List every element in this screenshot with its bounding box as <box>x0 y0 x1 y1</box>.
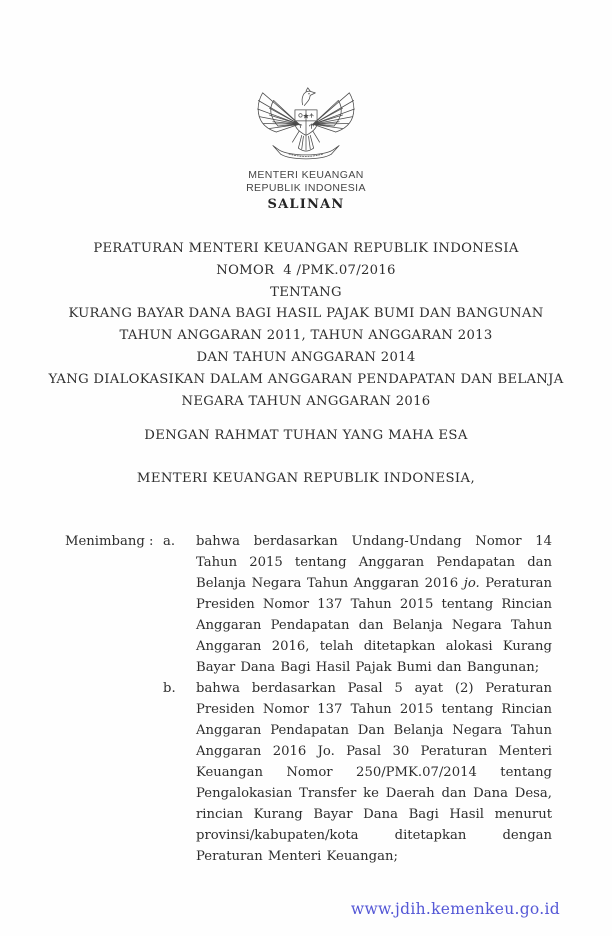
garuda-pancasila-emblem <box>255 86 357 166</box>
title-line-tentang: TENTANG <box>270 284 342 300</box>
title-line-subject-3: DAN TAHUN ANGGARAN 2014 <box>196 349 416 365</box>
consideration-text-a-post: Peraturan Presiden Nomor 137 Tahun 2015 tentang Rincian Anggaran Pendapatan dan Belanja Negara Tahun Anggaran 2016, telah ditetapkan alokasi Kurang Bayar Dana Bagi Hasil Pajak Bumi dan Bangunan; <box>196 576 552 675</box>
consideration-text-a-italic: jo. <box>463 576 480 591</box>
ministry-name-line1: MENTERI KEUANGAN <box>248 169 364 181</box>
considerations-label: Menimbang <box>65 534 145 549</box>
title-line-number: NOMOR 4 /PMK.07/2016 <box>216 262 396 278</box>
consideration-text-a <box>196 531 552 678</box>
considerations-section <box>65 531 552 867</box>
consideration-marker-a: a. <box>163 534 176 549</box>
consideration-marker-b: b. <box>163 681 176 696</box>
ministry-name-line2: REPUBLIK INDONESIA <box>246 181 366 194</box>
title-line-regulation: PERATURAN MENTERI KEUANGAN REPUBLIK INDONESIA <box>93 241 519 256</box>
authority-line: MENTERI KEUANGAN REPUBLIK INDONESIA, <box>136 471 476 486</box>
considerations-items <box>163 531 552 867</box>
title-line-subject-5: NEGARA TAHUN ANGGARAN 2016 <box>181 393 431 409</box>
regulation-title <box>0 238 612 412</box>
consideration-text-b: bahwa berdasarkan Pasal 5 ayat (2) Peraturan Presiden Nomor 137 Tahun 2015 tentang Rincian Anggaran Pendapatan Dan Belanja Negara Tahun Anggaran 2016 Jo. Pasal 30 Peraturan Menteri Keuangan Nomor 250/PMK.07/2014 tentang Pengalokasian Transfer ke Daerah dan Dana Desa, rincian Kurang Bayar Dana Bagi Hasil menurut provinsi/kabupaten/kota ditetapkan dengan Peraturan Menteri Keuangan; <box>196 681 552 864</box>
footer-watermark-url: www.jdih.kemenkeu.go.id <box>350 900 560 918</box>
title-line-subject-2: TAHUN ANGGARAN 2011, TAHUN ANGGARAN 2013 <box>119 328 493 344</box>
copy-status-label: SALINAN <box>267 197 345 212</box>
consideration-text-a-pre: bahwa berdasarkan Undang-Undang Nomor 14 Tahun 2015 tentang Anggaran Pendapatan dan Belanja Negara Tahun Anggaran 2016 <box>196 534 552 591</box>
considerations-colon: : <box>149 534 154 549</box>
title-line-subject-1: KURANG BAYAR DANA BAGI HASIL PAJAK BUMI DAN BANGUNAN <box>68 306 544 322</box>
consideration-item-b <box>163 678 552 867</box>
ministry-name <box>0 169 612 194</box>
title-line-subject-4: YANG DIALOKASIKAN DALAM ANGGARAN PENDAPATAN DAN BELANJA <box>48 371 564 387</box>
consideration-item-a <box>163 531 552 678</box>
invocation-line: DENGAN RAHMAT TUHAN YANG MAHA ESA <box>144 428 468 443</box>
